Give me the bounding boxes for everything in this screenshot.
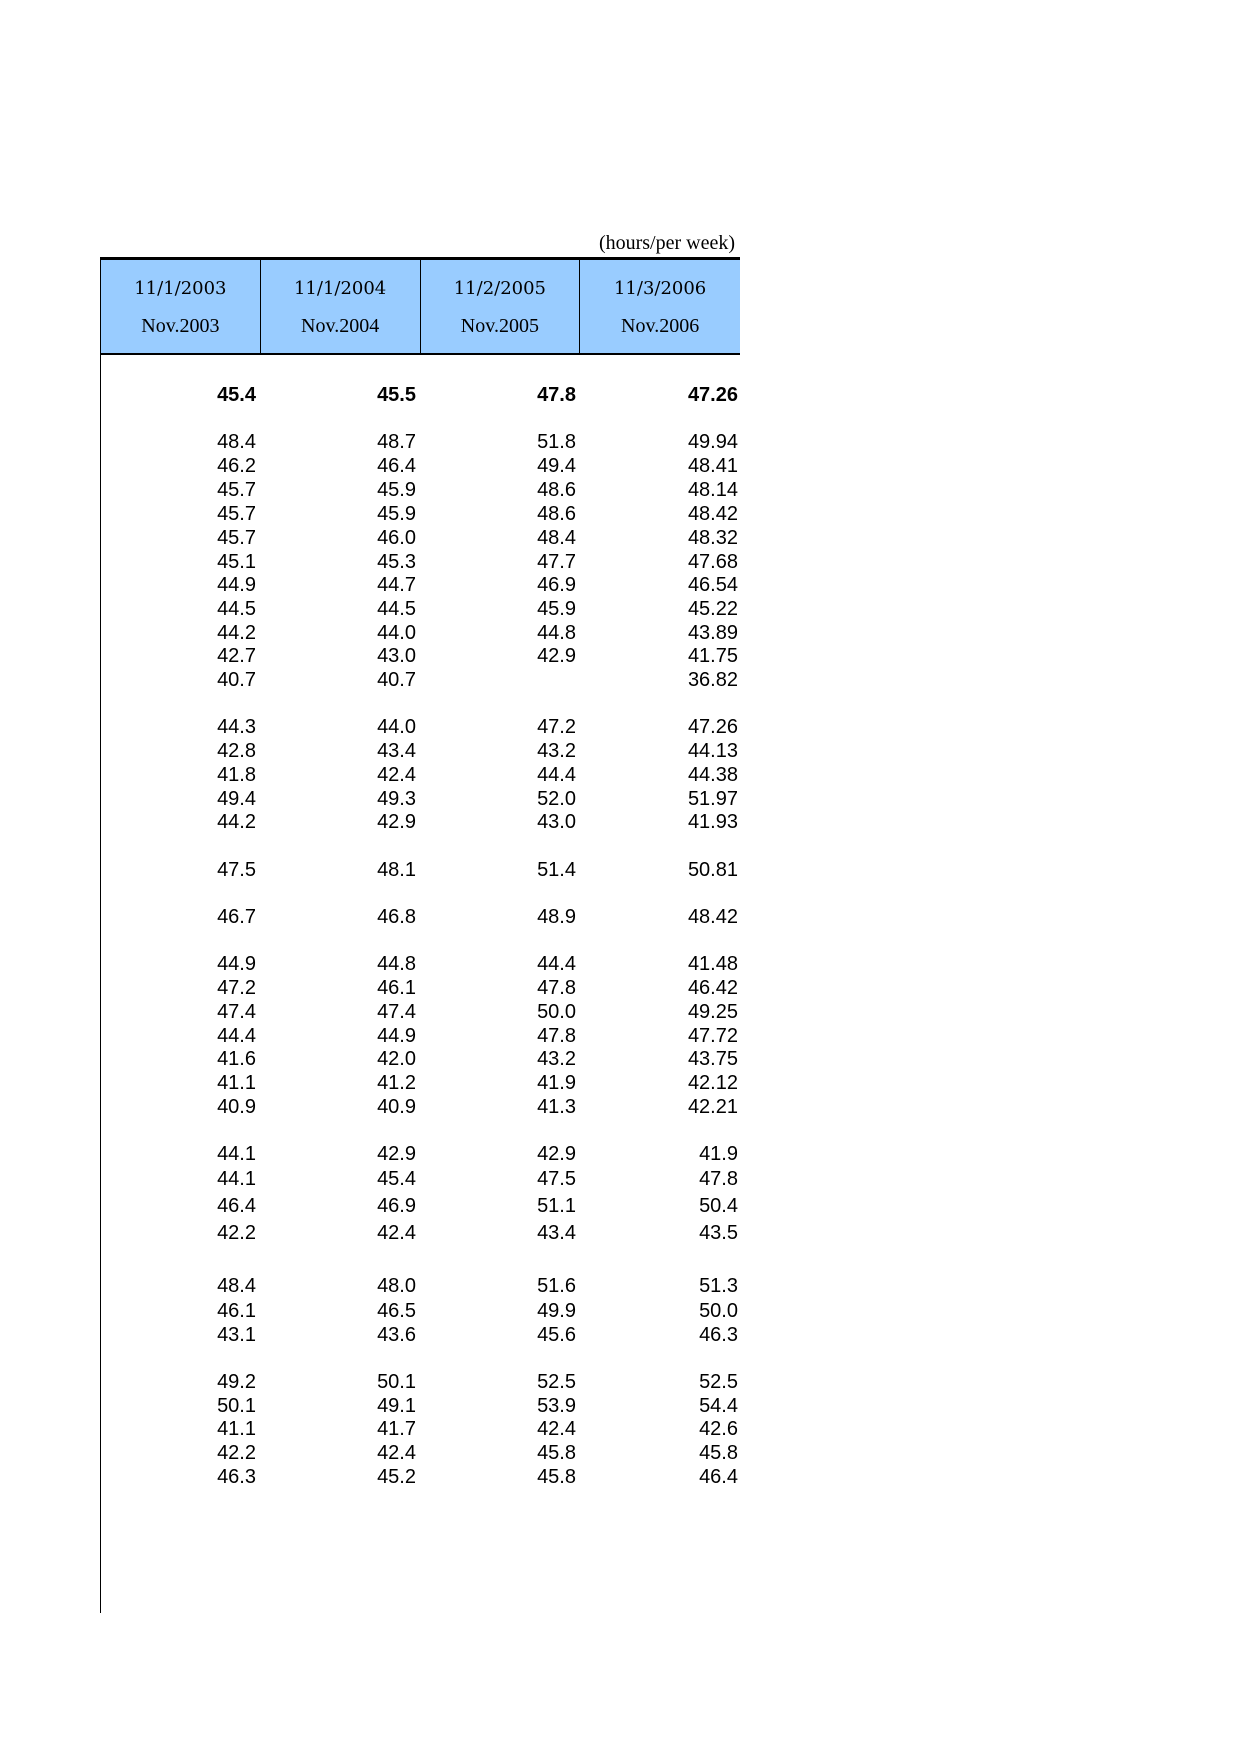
- table-row: [101, 1440, 741, 1466]
- column-header: [101, 260, 261, 353]
- table-cell: 41.8: [217, 764, 256, 786]
- table-cell: 42.0: [377, 1048, 416, 1070]
- table-row: [101, 643, 741, 669]
- table-cell: 46.1: [217, 1300, 256, 1322]
- table-row: [101, 904, 741, 930]
- table-cell: 44.0: [377, 716, 416, 738]
- table-cell: 43.1: [217, 1324, 256, 1346]
- table-cell: 46.4: [377, 455, 416, 477]
- table-cell: 46.9: [377, 1195, 416, 1217]
- table-cell: 44.5: [377, 598, 416, 620]
- table-cell: 36.82: [687, 669, 738, 691]
- table-cell: 44.3: [217, 716, 256, 738]
- table-cell: 43.0: [377, 645, 416, 667]
- table-cell: 46.2: [217, 455, 256, 477]
- table-cell: 48.41: [687, 455, 738, 477]
- table-row: [101, 572, 741, 598]
- table-cell: 48.42: [687, 503, 738, 525]
- table-cell: 43.4: [537, 1222, 576, 1244]
- table-cell: 46.4: [699, 1466, 738, 1488]
- table-cell: 46.54: [687, 574, 738, 596]
- table-cell: 48.42: [687, 906, 738, 928]
- table-row: [101, 1070, 741, 1096]
- table-row: [101, 477, 741, 503]
- table-cell: 42.8: [217, 740, 256, 762]
- table-cell: 42.4: [377, 1442, 416, 1464]
- table-cell: 47.8: [537, 977, 576, 999]
- table-cell: 43.4: [377, 740, 416, 762]
- table-cell: 48.4: [537, 527, 576, 549]
- table-row: [101, 667, 741, 693]
- column-label: Nov.2004: [301, 315, 380, 337]
- table-cell: 46.3: [699, 1324, 738, 1346]
- table-cell: 44.1: [217, 1143, 256, 1165]
- table-row: [101, 738, 741, 764]
- table-cell: 48.7: [377, 431, 416, 453]
- table-cell: 51.6: [537, 1275, 576, 1297]
- table-row: [101, 501, 741, 527]
- table-cell: 42.7: [217, 645, 256, 667]
- table-cell: 51.97: [687, 788, 738, 810]
- table-row: [101, 1193, 741, 1219]
- table-cell: 42.2: [217, 1442, 256, 1464]
- column-date: 11/1/2004: [293, 278, 387, 299]
- column-label: Nov.2003: [141, 315, 220, 337]
- table-cell: 45.2: [377, 1466, 416, 1488]
- table-cell: 49.1: [377, 1395, 416, 1417]
- table-cell: 42.21: [687, 1096, 738, 1118]
- table-cell: 41.7: [377, 1418, 416, 1440]
- table-cell: 47.4: [217, 1001, 256, 1023]
- table-row: [101, 1298, 741, 1324]
- table-cell: 50.81: [687, 859, 738, 881]
- table-cell: 48.4: [217, 431, 256, 453]
- table-row: [101, 429, 741, 455]
- table-cell: 45.4: [217, 384, 256, 406]
- table-cell: 48.0: [377, 1275, 416, 1297]
- table-cell: 45.7: [217, 479, 256, 501]
- column-date: 11/2/2005: [453, 278, 547, 299]
- table-row: [101, 1416, 741, 1442]
- table-cell: 45.8: [537, 1442, 576, 1464]
- table-row: [101, 453, 741, 479]
- table-body: [100, 355, 740, 1613]
- table-cell: 41.6: [217, 1048, 256, 1070]
- table-row: [101, 1322, 741, 1348]
- table-row: [101, 1046, 741, 1072]
- table-cell: 44.1: [217, 1168, 256, 1190]
- table-cell: 49.4: [217, 788, 256, 810]
- table-cell: 43.2: [537, 740, 576, 762]
- table-cell: 45.9: [377, 479, 416, 501]
- table-cell: 41.48: [687, 953, 738, 975]
- table-row: [101, 596, 741, 622]
- table-cell: 46.42: [687, 977, 738, 999]
- table-cell: 45.22: [687, 598, 738, 620]
- table-cell: 47.72: [687, 1025, 738, 1047]
- table-cell: 48.4: [217, 1275, 256, 1297]
- table-cell: 48.32: [687, 527, 738, 549]
- table-cell: 41.2: [377, 1072, 416, 1094]
- table-cell: 47.5: [217, 859, 256, 881]
- table-cell: 45.7: [217, 527, 256, 549]
- table-cell: 44.4: [537, 764, 576, 786]
- table-cell: 44.8: [377, 953, 416, 975]
- table-cell: 47.7: [537, 551, 576, 573]
- table-cell: 41.9: [537, 1072, 576, 1094]
- table-cell: 51.1: [537, 1195, 576, 1217]
- table-cell: 45.9: [537, 598, 576, 620]
- table-cell: 52.0: [537, 788, 576, 810]
- table-cell: 44.13: [687, 740, 738, 762]
- table-cell: 44.4: [217, 1025, 256, 1047]
- table-cell: 50.1: [377, 1371, 416, 1393]
- table-cell: 49.25: [687, 1001, 738, 1023]
- table-cell: 45.8: [699, 1442, 738, 1464]
- table-cell: 44.2: [217, 622, 256, 644]
- table-cell: 41.1: [217, 1072, 256, 1094]
- table-cell: 49.3: [377, 788, 416, 810]
- table-row: [101, 975, 741, 1001]
- unit-label: (hours/per week): [598, 232, 735, 254]
- table-cell: 47.26: [687, 716, 738, 738]
- table-row: [101, 857, 741, 883]
- table-cell: 42.9: [377, 1143, 416, 1165]
- table-cell: 51.4: [537, 859, 576, 881]
- table-cell: 43.6: [377, 1324, 416, 1346]
- table-row: [101, 999, 741, 1025]
- table-cell: 44.0: [377, 622, 416, 644]
- table-cell: 44.7: [377, 574, 416, 596]
- table-cell: 43.2: [537, 1048, 576, 1070]
- table-cell: 50.4: [699, 1195, 738, 1217]
- table-cell: 50.0: [537, 1001, 576, 1023]
- table-cell: 41.1: [217, 1418, 256, 1440]
- table-cell: 44.9: [377, 1025, 416, 1047]
- table-row: [101, 1369, 741, 1395]
- table-cell: 53.9: [537, 1395, 576, 1417]
- table-cell: 50.1: [217, 1395, 256, 1417]
- table-cell: 52.5: [537, 1371, 576, 1393]
- table-cell: 42.12: [687, 1072, 738, 1094]
- table-cell: 47.26: [687, 384, 738, 406]
- table-cell: 42.9: [537, 1143, 576, 1165]
- table-cell: 44.8: [537, 622, 576, 644]
- table-cell: 47.8: [537, 1025, 576, 1047]
- table-cell: 46.8: [377, 906, 416, 928]
- table-cell: 45.4: [377, 1168, 416, 1190]
- column-header: [421, 260, 581, 353]
- table-cell: 47.8: [699, 1168, 738, 1190]
- table-cell: 45.8: [537, 1466, 576, 1488]
- column-header: [261, 260, 421, 353]
- table-cell: 45.9: [377, 503, 416, 525]
- table-cell: 40.9: [217, 1096, 256, 1118]
- table-cell: 48.6: [537, 479, 576, 501]
- table-cell: 46.9: [537, 574, 576, 596]
- table-cell: 42.9: [537, 645, 576, 667]
- table-cell: 45.3: [377, 551, 416, 573]
- table-cell: 46.4: [217, 1195, 256, 1217]
- table-cell: 47.2: [217, 977, 256, 999]
- table-cell: 51.8: [537, 431, 576, 453]
- table-cell: 51.3: [699, 1275, 738, 1297]
- table-cell: 42.4: [377, 764, 416, 786]
- table-cell: 52.5: [699, 1371, 738, 1393]
- table-cell: 43.75: [687, 1048, 738, 1070]
- table-row: [101, 1141, 741, 1167]
- table-cell: 44.5: [217, 598, 256, 620]
- table-cell: 44.9: [217, 574, 256, 596]
- table-cell: 49.2: [217, 1371, 256, 1393]
- table-row: [101, 1220, 741, 1246]
- table-cell: 41.3: [537, 1096, 576, 1118]
- table-cell: 44.2: [217, 811, 256, 833]
- table-cell: 48.9: [537, 906, 576, 928]
- table-cell: 42.6: [699, 1418, 738, 1440]
- table-cell: 49.4: [537, 455, 576, 477]
- table-cell: 43.89: [687, 622, 738, 644]
- table-cell: 46.3: [217, 1466, 256, 1488]
- table-cell: 46.0: [377, 527, 416, 549]
- table-cell: 42.9: [377, 811, 416, 833]
- table-row: [101, 951, 741, 977]
- table-cell: 42.4: [377, 1222, 416, 1244]
- column-date: 11/1/2003: [134, 278, 227, 299]
- table-header: [100, 257, 740, 355]
- table-cell: 44.4: [537, 953, 576, 975]
- table-cell: 49.9: [537, 1300, 576, 1322]
- table-cell: 43.0: [537, 811, 576, 833]
- table-row: [101, 1273, 741, 1299]
- table-cell: 43.5: [699, 1222, 738, 1244]
- table-cell: 46.1: [377, 977, 416, 999]
- table-cell: 42.4: [537, 1418, 576, 1440]
- table-cell: 46.7: [217, 906, 256, 928]
- table-cell: 48.1: [377, 859, 416, 881]
- table-row: [101, 525, 741, 551]
- table-cell: 41.75: [687, 645, 738, 667]
- table-cell: 49.94: [687, 431, 738, 453]
- column-label: Nov.2006: [621, 315, 700, 337]
- table-cell: 45.7: [217, 503, 256, 525]
- table-cell: 40.7: [377, 669, 416, 691]
- table-cell: 47.2: [537, 716, 576, 738]
- table-cell: 48.14: [687, 479, 738, 501]
- table-cell: 47.8: [537, 384, 576, 406]
- table-cell: [421, 667, 581, 693]
- table-cell: 45.1: [217, 551, 256, 573]
- column-date: 11/3/2006: [613, 278, 707, 299]
- table-cell: 45.6: [537, 1324, 576, 1346]
- table-cell: 41.9: [699, 1143, 738, 1165]
- table-row: [101, 762, 741, 788]
- table-cell: 44.38: [687, 764, 738, 786]
- table-cell: 48.6: [537, 503, 576, 525]
- table-cell: 47.5: [537, 1168, 576, 1190]
- table-cell: 47.4: [377, 1001, 416, 1023]
- table-row: [101, 714, 741, 740]
- table-cell: 45.5: [377, 384, 416, 406]
- table-cell: 44.9: [217, 953, 256, 975]
- table-cell: 41.93: [687, 811, 738, 833]
- table-cell: 42.2: [217, 1222, 256, 1244]
- table-row: [101, 1094, 741, 1120]
- table-cell: 54.4: [699, 1395, 738, 1417]
- table-row: [101, 1166, 741, 1192]
- table-cell: 46.5: [377, 1300, 416, 1322]
- table-row: [101, 1464, 741, 1490]
- table-cell: 40.7: [217, 669, 256, 691]
- column-label: Nov.2005: [460, 315, 539, 337]
- table-cell: 47.68: [687, 551, 738, 573]
- table-cell: 40.9: [377, 1096, 416, 1118]
- table-cell: 50.0: [699, 1300, 738, 1322]
- table-row: [101, 382, 741, 408]
- column-header: [580, 260, 740, 353]
- hours-table: [100, 257, 740, 1613]
- table-row: [101, 809, 741, 835]
